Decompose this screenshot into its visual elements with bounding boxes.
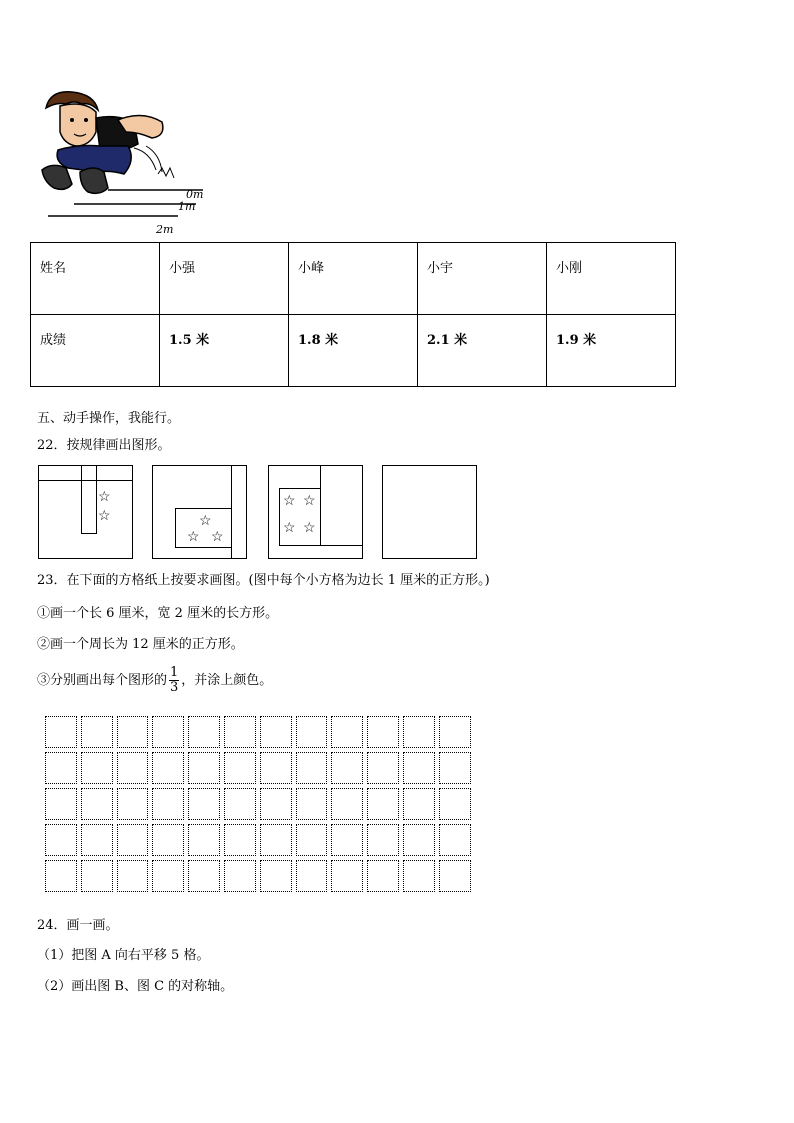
star-icon: ☆ xyxy=(98,508,111,524)
long-jump-illustration xyxy=(38,88,213,238)
grid-cell[interactable] xyxy=(296,824,328,856)
grid-cell[interactable] xyxy=(403,824,435,856)
grid-cell[interactable] xyxy=(224,752,256,784)
distance-label-0m: 0m xyxy=(186,188,204,201)
star-icon: ☆ xyxy=(187,529,200,545)
table-cell: 小峰 xyxy=(289,243,418,315)
grid-cell[interactable] xyxy=(152,788,184,820)
table-cell: 1.5 米 xyxy=(160,315,289,387)
table-cell: 1.8 米 xyxy=(289,315,418,387)
square-grid-paper[interactable] xyxy=(43,714,473,896)
grid-cell[interactable] xyxy=(367,824,399,856)
grid-cell[interactable] xyxy=(260,860,292,892)
grid-cell[interactable] xyxy=(296,752,328,784)
grid-cell[interactable] xyxy=(331,752,363,784)
table-cell: 姓名 xyxy=(31,243,160,315)
pattern-box-3 xyxy=(268,465,363,559)
divider xyxy=(320,466,321,546)
table-row xyxy=(31,243,676,315)
grid-cell[interactable] xyxy=(296,860,328,892)
question-24-item-2: （2）画出图 B、图 C 的对称轴。 xyxy=(37,979,234,994)
grid-cell[interactable] xyxy=(439,788,471,820)
grid-cell[interactable] xyxy=(81,752,113,784)
grid-cell[interactable] xyxy=(188,752,220,784)
divider xyxy=(39,480,132,481)
grid-cell[interactable] xyxy=(152,716,184,748)
grid-cell[interactable] xyxy=(188,824,220,856)
table-cell: 小刚 xyxy=(547,243,676,315)
table-cell: 小宇 xyxy=(418,243,547,315)
grid-cell[interactable] xyxy=(367,752,399,784)
grid-cell[interactable] xyxy=(367,788,399,820)
grid-cell[interactable] xyxy=(439,824,471,856)
divider xyxy=(81,533,96,534)
grid-cell[interactable] xyxy=(260,752,292,784)
grid-cell[interactable] xyxy=(331,788,363,820)
divider xyxy=(320,545,362,546)
grid-cell[interactable] xyxy=(117,716,149,748)
grid-cell[interactable] xyxy=(152,860,184,892)
grid-cell[interactable] xyxy=(81,860,113,892)
grid-cell[interactable] xyxy=(45,716,77,748)
grid-cell[interactable] xyxy=(224,788,256,820)
question-23-item-1: ①画一个长 6 厘米，宽 2 厘米的长方形。 xyxy=(37,606,279,621)
grid-cell[interactable] xyxy=(45,860,77,892)
question-23-item-2: ②画一个周长为 12 厘米的正方形。 xyxy=(37,637,244,652)
grid-cell[interactable] xyxy=(81,716,113,748)
grid-cell[interactable] xyxy=(45,824,77,856)
grid-cell[interactable] xyxy=(403,716,435,748)
grid-cell[interactable] xyxy=(152,752,184,784)
grid-cell[interactable] xyxy=(367,860,399,892)
grid-cell[interactable] xyxy=(403,752,435,784)
fraction-denominator: 3 xyxy=(170,680,179,695)
grid-cell[interactable] xyxy=(403,788,435,820)
divider xyxy=(175,547,232,548)
grid-cell[interactable] xyxy=(152,824,184,856)
grid-cell[interactable] xyxy=(296,716,328,748)
grid-cell[interactable] xyxy=(260,788,292,820)
grid-cell[interactable] xyxy=(224,860,256,892)
pattern-box-1 xyxy=(38,465,133,559)
star-icon: ☆ xyxy=(199,513,212,529)
table-cell: 1.9 米 xyxy=(547,315,676,387)
question-24-item-1: （1）把图 A 向右平移 5 格。 xyxy=(37,948,210,963)
star-icon: ☆ xyxy=(303,520,316,536)
jump-score-table xyxy=(30,242,676,387)
question-23: 23．在下面的方格纸上按要求画图。(图中每个小方格为边长 1 厘米的正方形。) xyxy=(37,573,490,588)
table-row xyxy=(31,315,676,387)
question-23-item-3 xyxy=(37,666,272,695)
grid-cell[interactable] xyxy=(224,716,256,748)
grid-cell[interactable] xyxy=(117,752,149,784)
grid-cell[interactable] xyxy=(45,752,77,784)
star-icon: ☆ xyxy=(98,489,111,505)
grid-cell[interactable] xyxy=(188,716,220,748)
table-cell: 成绩 xyxy=(31,315,160,387)
grid-cell[interactable] xyxy=(331,860,363,892)
grid-cell[interactable] xyxy=(45,788,77,820)
grid-cell[interactable] xyxy=(260,716,292,748)
item-3-suffix: ，并涂上颜色。 xyxy=(181,673,273,688)
table-cell: 2.1 米 xyxy=(418,315,547,387)
star-icon: ☆ xyxy=(211,529,224,545)
grid-cell[interactable] xyxy=(439,860,471,892)
grid-cell[interactable] xyxy=(439,716,471,748)
grid-cell[interactable] xyxy=(188,860,220,892)
star-icon: ☆ xyxy=(283,493,296,509)
fraction-one-third xyxy=(169,666,179,695)
pattern-box-2 xyxy=(152,465,247,559)
grid-cell[interactable] xyxy=(260,824,292,856)
grid-cell[interactable] xyxy=(188,788,220,820)
grid-cell[interactable] xyxy=(117,860,149,892)
question-24: 24．画一画。 xyxy=(37,918,119,933)
divider xyxy=(81,466,82,534)
item-3-prefix: ③分别画出每个图形的 xyxy=(37,673,168,688)
star-icon: ☆ xyxy=(283,520,296,536)
divider xyxy=(96,466,97,534)
fraction-numerator: 1 xyxy=(170,665,179,680)
grid-cell[interactable] xyxy=(224,824,256,856)
grid-cell[interactable] xyxy=(296,788,328,820)
star-icon: ☆ xyxy=(303,493,316,509)
pattern-box-answer[interactable] xyxy=(382,465,477,559)
grid-cell[interactable] xyxy=(403,860,435,892)
grid-cell[interactable] xyxy=(439,752,471,784)
grid-cell[interactable] xyxy=(81,788,113,820)
grid-cell[interactable] xyxy=(367,716,399,748)
section-five-title: 五、动手操作，我能行。 xyxy=(37,411,181,426)
grid-cell[interactable] xyxy=(331,716,363,748)
distance-label-1m: 1m xyxy=(178,200,196,213)
grid-cell[interactable] xyxy=(81,824,113,856)
grid-cell[interactable] xyxy=(331,824,363,856)
distance-label-2m: 2m xyxy=(156,223,174,236)
question-22: 22．按规律画出图形。 xyxy=(37,438,171,453)
table-cell: 小强 xyxy=(160,243,289,315)
grid-cell[interactable] xyxy=(117,788,149,820)
grid-cell[interactable] xyxy=(117,824,149,856)
